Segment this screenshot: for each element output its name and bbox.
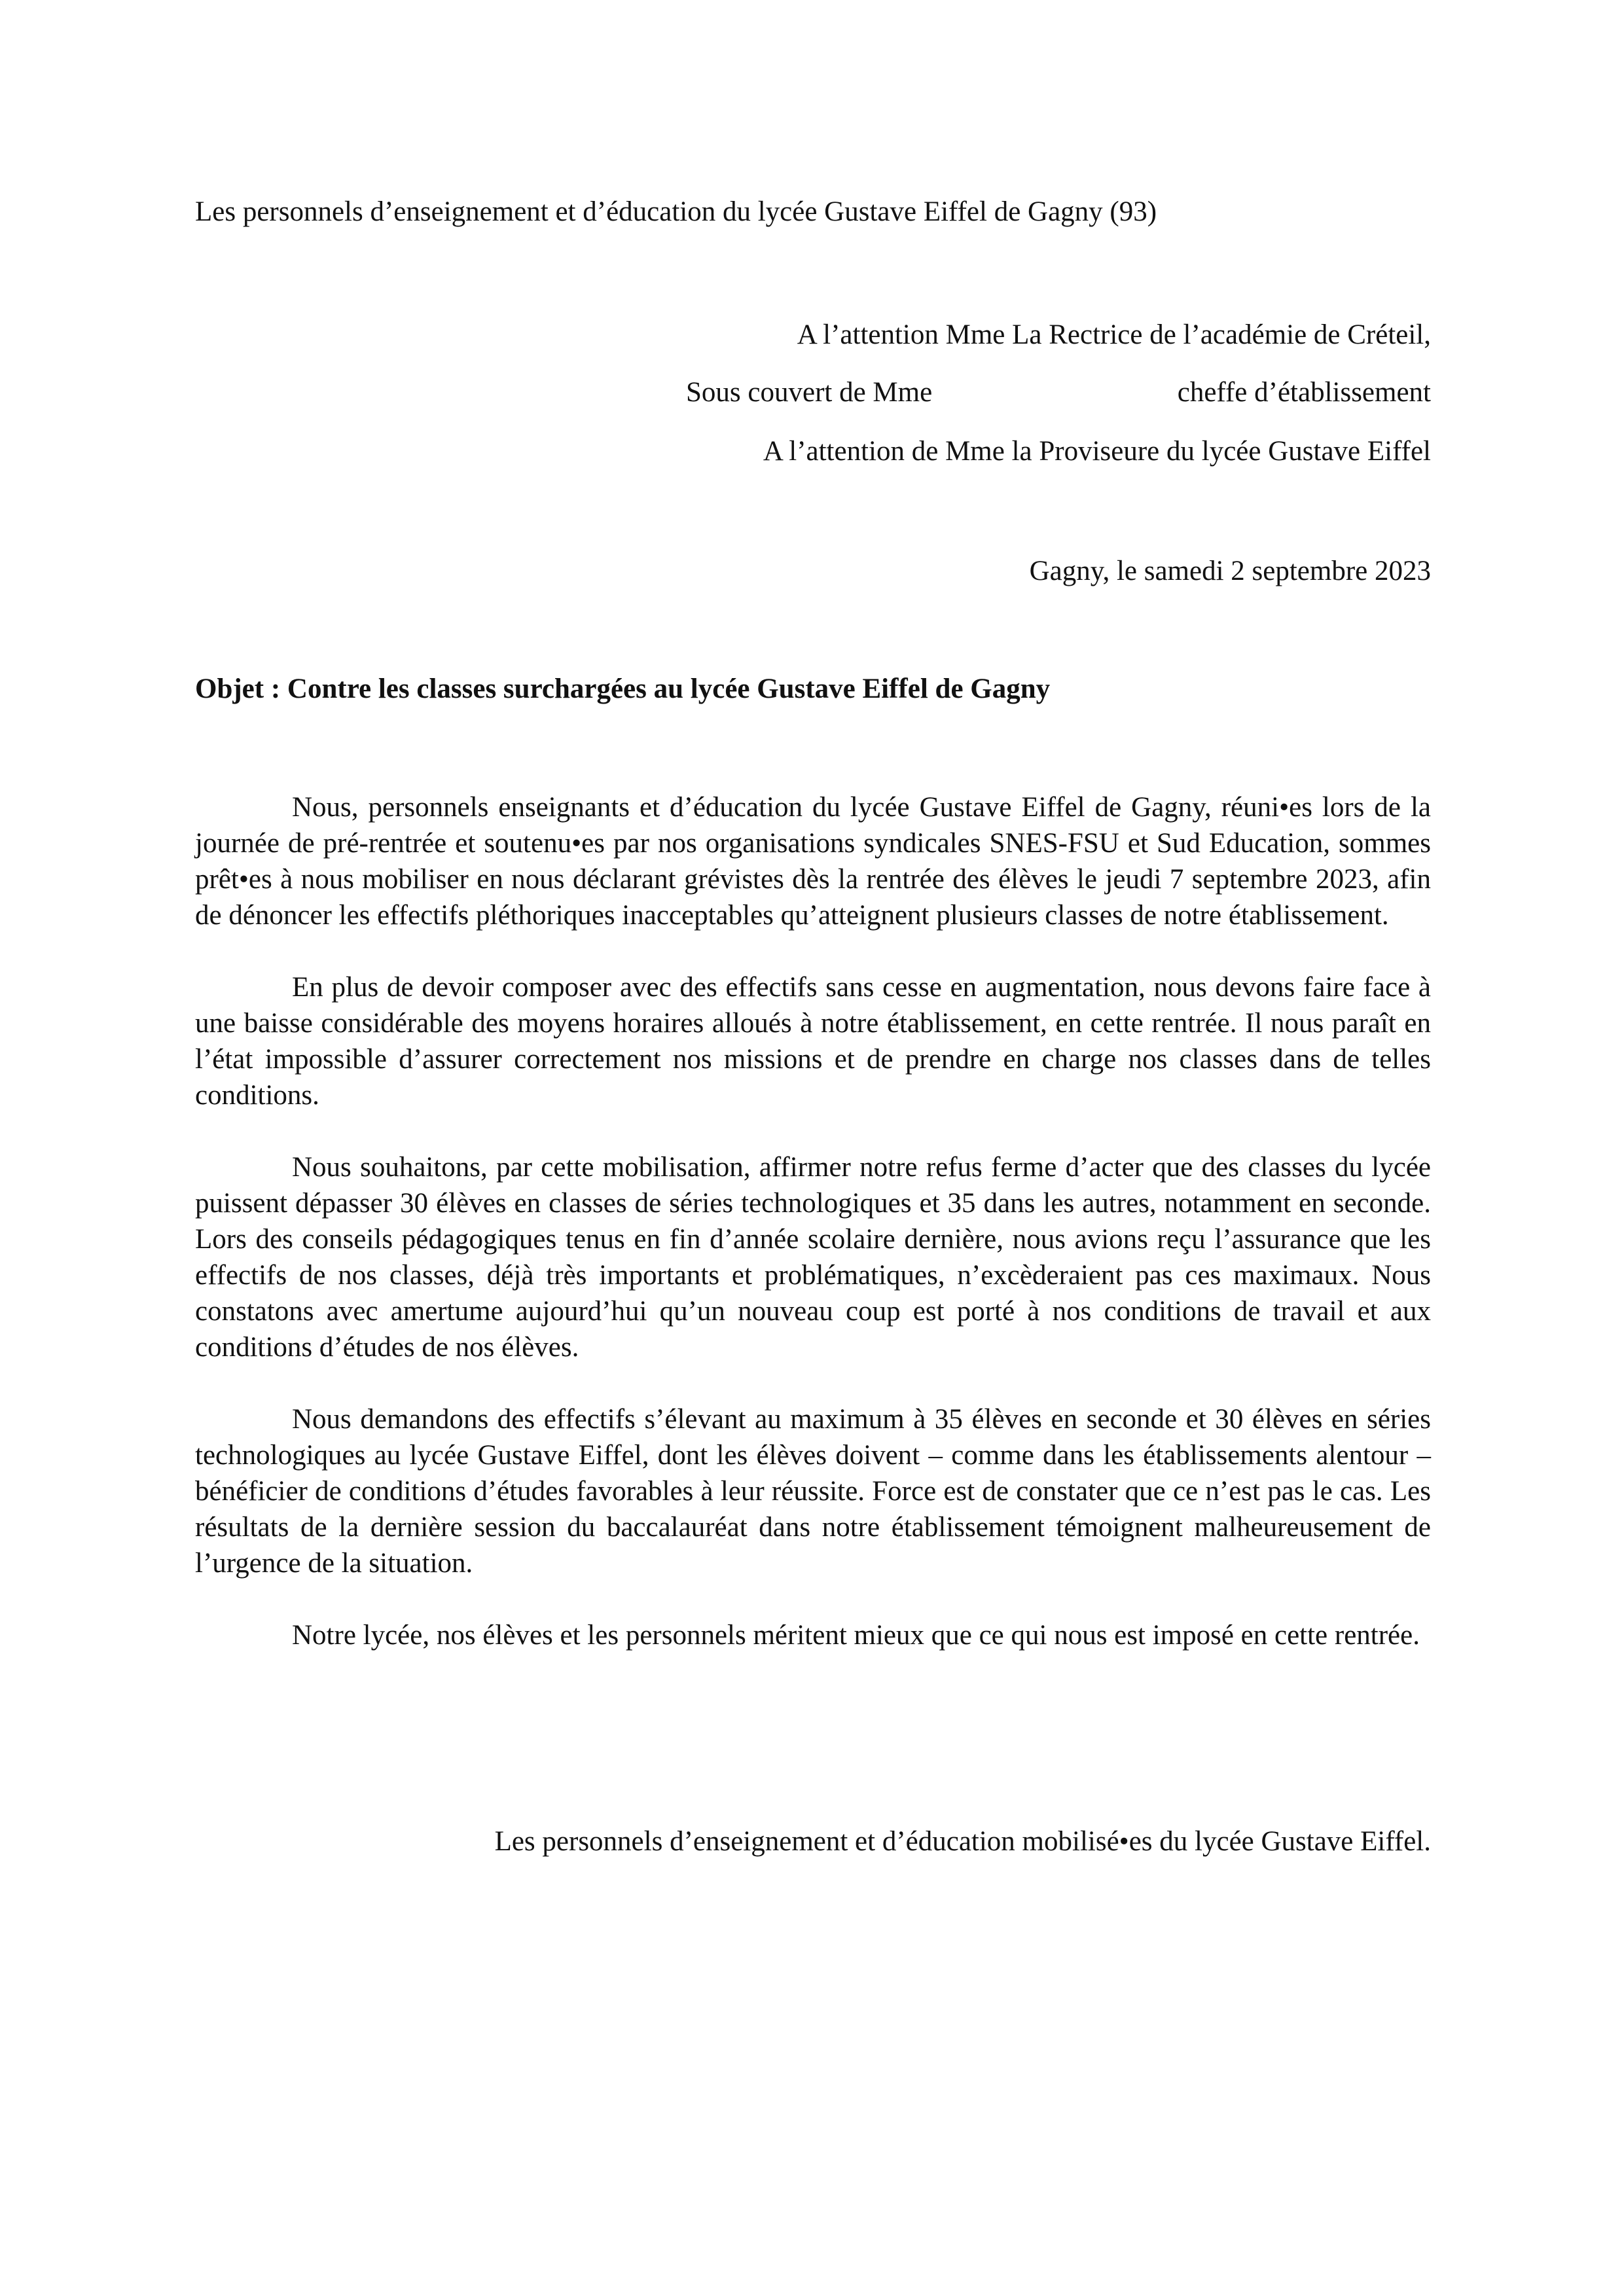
recipient-line-cover-end: cheffe d’établissement [1177, 377, 1431, 408]
body-paragraph-3: Nous souhaitons, par cette mobilisation, affirmer notre refus ferme d’acter que des classes du lycée puissent dépasser 30 élèves en classes de séries technologiques et 35 dans les autres, notamment en seconde. Lors des conseils pédagogiques tenus en fin d’année scolaire dernière, nous avions reçu l’assurance que les effectifs de nos classes, déjà très importants et problématiques, n’excèderaient pas ces maximaux. Nous constatons avec amertume aujourd’hui qu’un nouveau coup est porté à nos conditions de travail et aux conditions d’études de nos élèves. [195, 1152, 1431, 1363]
letter-subject: Objet : Contre les classes surchargées au lycée Gustave Eiffel de Gagny [195, 673, 1051, 704]
sender-line: Les personnels d’enseignement et d’éducation du lycée Gustave Eiffel de Gagny (93) [195, 196, 1157, 227]
letter-closing: Les personnels d’enseignement et d’éducation mobilisé•es du lycée Gustave Eiffel. [494, 1826, 1431, 1857]
body-paragraph-1: Nous, personnels enseignants et d’éducation du lycée Gustave Eiffel de Gagny, réuni•es lors de la journée de pré-rentrée et soutenu•es par nos organisations syndicales SNES-FSU et Sud Education, sommes prêt•es à nous mobiliser en nous déclarant grévistes dès la rentrée des élèves le jeudi 7 septembre 2023, afin de dénoncer les effectifs pléthoriques inacceptables qu’atteignent plusieurs classes de notre établissement. [195, 792, 1431, 931]
recipient-line-cover-start: Sous couvert de Mme [686, 377, 933, 408]
letter-body [195, 789, 1431, 1689]
recipient-line-rectrice: A l’attention Mme La Rectrice de l’académie de Créteil, [797, 319, 1431, 350]
recipient-line-proviseure: A l’attention de Mme la Proviseure du lycée Gustave Eiffel [763, 436, 1431, 467]
body-paragraph-4: Nous demandons des effectifs s’élevant au maximum à 35 élèves en seconde et 30 élèves en séries technologiques au lycée Gustave Eiffel, dont les élèves doivent – comme dans les établissements alentour – bénéficier de conditions d’études favorables à leur réussite. Force est de constater que ce n’est pas le cas. Les résultats de la dernière session du baccalauréat dans notre établissement témoignent malheureusement de l’urgence de la situation. [195, 1404, 1431, 1579]
body-paragraph-5: Notre lycée, nos élèves et les personnels méritent mieux que ce qui nous est imposé en cette rentrée. [292, 1620, 1420, 1651]
letter-date: Gagny, le samedi 2 septembre 2023 [1029, 556, 1431, 586]
body-paragraph-2: En plus de devoir composer avec des effectifs sans cesse en augmentation, nous devons faire face à une baisse considérable des moyens horaires alloués à notre établissement, en cette rentrée. Il nous paraît en l’état impossible d’assurer correctement nos missions et de prendre en charge nos classes dans de telles conditions. [195, 972, 1431, 1111]
